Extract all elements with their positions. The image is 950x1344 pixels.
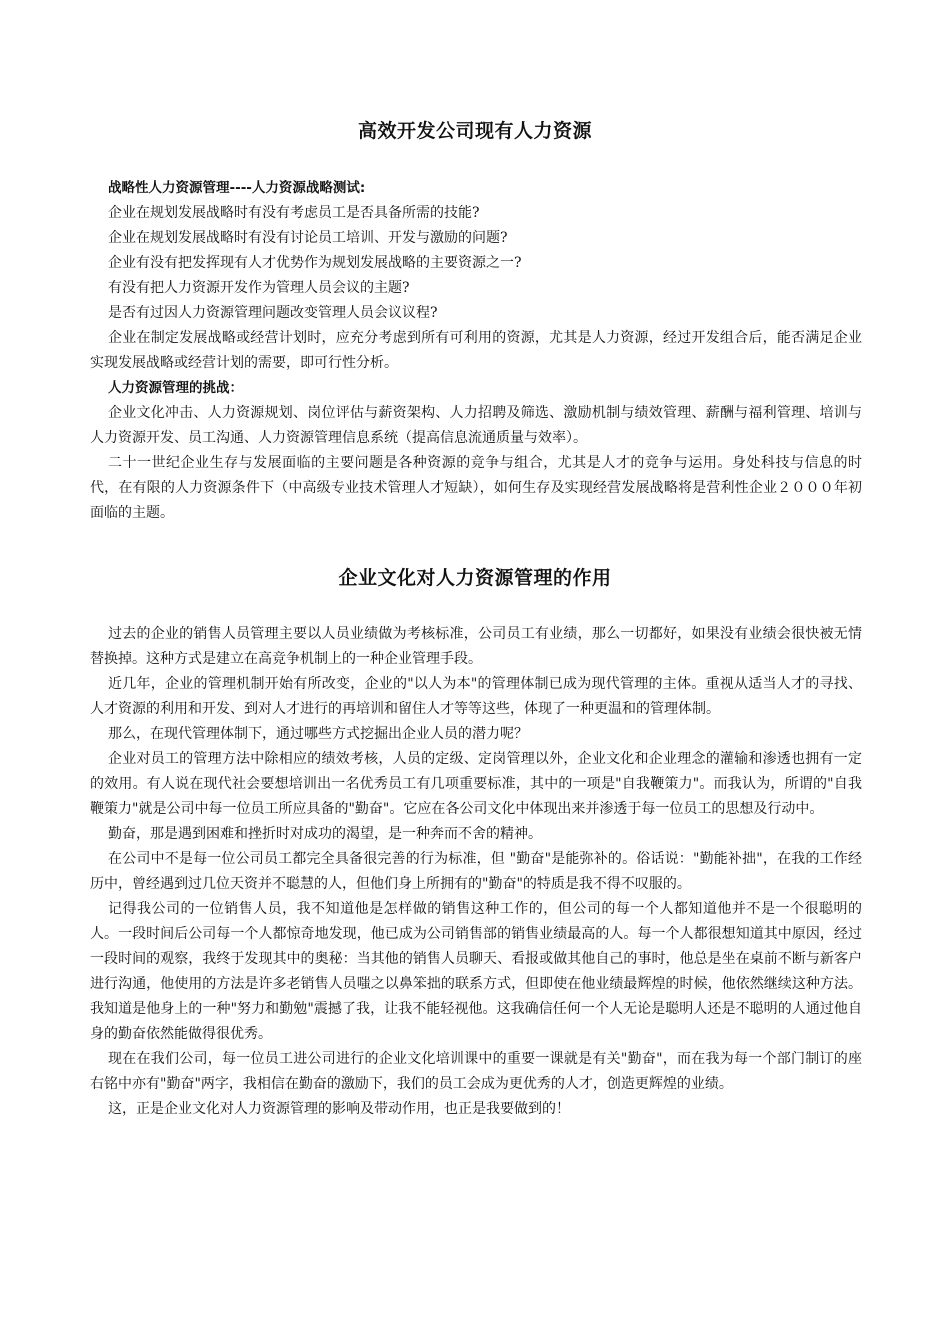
- body-paragraph: 勤奋，那是遇到困难和挫折时对成功的渴望，是一种奔而不舍的精神。: [108, 826, 542, 842]
- section1-title: 高效开发公司现有人力资源: [357, 120, 592, 142]
- body-paragraph: 近几年，企业的管理机制开始有所改变，企业的"以人为本"的管理体制已成为现代管理的主体。重视从适当人才的寻找、人才资源的利用和开发、到对人才进行的再培训和留住人才等等这些，体现了一种更温和的管理体制。: [90, 676, 862, 717]
- body-paragraph: 在公司中不是每一位公司员工都完全具备很完善的行为标准，但 "勤奋"是能弥补的。俗话说："勤能补拙"，在我的工作经历中，曾经遇到过几位天资并不聪慧的人，但他们身上所拥有的"勤奋"的特质是我不得不叹服的。: [90, 851, 862, 892]
- body-paragraph: 企业对员工的管理方法中除相应的绩效考核，人员的定级、定岗管理以外，企业文化和企业理念的灌输和渗透也拥有一定的效用。有人说在现代社会要想培训出一名优秀员工有几项重要标准，其中的一项是"自我鞭策力"。而我认为，所谓的"自我鞭策力"就是公司中每一位员工所应具备的"勤奋"。它应在各公司文化中体现出来并渗透于每一位员工的思想及行动中。: [90, 751, 862, 817]
- body-paragraph: 过去的企业的销售人员管理主要以人员业绩做为考核标准，公司员工有业绩，那么一切都好，如果没有业绩会很快被无情替换掉。这种方式是建立在高竞争机制上的一种企业管理手段。: [90, 626, 862, 667]
- body-paragraph: 现在在我们公司，每一位员工进公司进行的企业文化培训课中的重要一课就是有关"勤奋"，而在我为每一个部门制订的座右铭中亦有"勤奋"两字，我相信在勤奋的激励下，我们的员工会成为更优秀的人才，创造更辉煌的业绩。: [90, 1051, 862, 1092]
- question-item: 企业有没有把发挥现有人才优势作为规划发展战略的主要资源之一?: [108, 255, 522, 271]
- section2-title: 企业文化对人力资源管理的作用: [338, 567, 612, 589]
- section1-body: [90, 176, 862, 526]
- body-paragraph: 企业在制定发展战略或经营计划时，应充分考虑到所有可利用的资源，尤其是人力资源，经过开发组合后，能否满足企业实现发展战略或经营计划的需要，即可行性分析。: [90, 330, 862, 371]
- question-item: 有没有把人力资源开发作为管理人员会议的主题?: [108, 280, 410, 296]
- section2-body: [90, 622, 862, 1122]
- body-paragraph: 那么，在现代管理体制下，通过哪些方式挖掘出企业人员的潜力呢？: [108, 726, 528, 742]
- strategy-test-heading: 战略性人力资源管理----人力资源战略测试:: [108, 180, 366, 196]
- body-paragraph: 记得我公司的一位销售人员，我不知道他是怎样做的销售这种工作的，但公司的每一个人都知道他并不是一个很聪明的人。一段时间后公司每一个人都惊奇地发现，他已成为公司销售部的销售业绩最高的人。每一个人都很想知道其中原因，经过一段时间的观察，我终于发现其中的奥秘：当其他的销售人员聊天、看报或做其他自己的事时，他总是坐在桌前不断与新客户进行沟通，他使用的方法是许多老销售人员嗤之以鼻笨拙的联系方式，但即使在他业绩最辉煌的时候，他依然继续这种方法。我知道是他身上的一种"努力和勤勉"震撼了我，让我不能轻视他。这我确信任何一个人无论是聪明人还是不聪明的人通过他自身的勤奋依然能做得很优秀。: [90, 901, 862, 1042]
- question-item: 企业在规划发展战略时有没有考虑员工是否具备所需的技能?: [108, 205, 480, 221]
- question-item: 是否有过因人力资源管理问题改变管理人员会议议程?: [108, 305, 438, 321]
- hr-challenge-heading: 人力资源管理的挑战：: [108, 380, 243, 396]
- question-item: 企业在规划发展战略时有没有讨论员工培训、开发与激励的问题?: [108, 230, 508, 246]
- body-paragraph: 二十一世纪企业生存与发展面临的主要问题是各种资源的竞争与组合，尤其是人才的竞争与运用。身处科技与信息的时代，在有限的人力资源条件下（中高级专业技术管理人才短缺），如何生存及实现经营发展战略将是营利性企业２０００年初面临的主题。: [90, 455, 862, 521]
- body-paragraph: 企业文化冲击、人力资源规划、岗位评估与薪资架构、人力招聘及筛选、激励机制与绩效管理、薪酬与福利管理、培训与人力资源开发、员工沟通、人力资源管理信息系统（提高信息流通质量与效率）。: [90, 405, 862, 446]
- body-paragraph: 这，正是企业文化对人力资源管理的影响及带动作用，也正是我要做到的！: [108, 1101, 570, 1117]
